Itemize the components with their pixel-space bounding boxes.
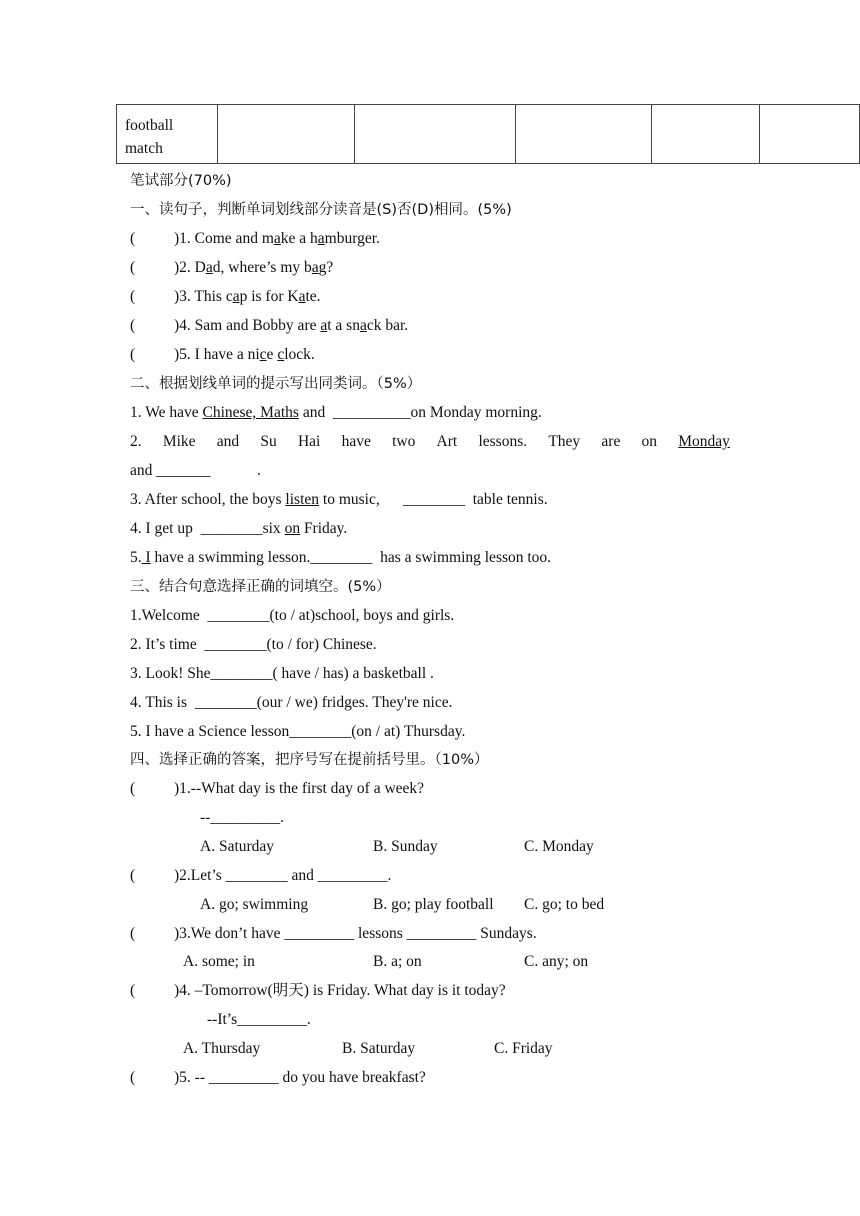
table-cell-empty [218,105,354,164]
word: Mike [162,433,196,450]
s2-question-2-line-2: and _______ . [130,462,261,479]
word: are [601,433,621,450]
s1-question-2: ( )2. Dad, where’s my bag? [130,259,334,276]
s3-question-1: 1.Welcome ________(to / at)school, boys and girls. [130,607,455,624]
word: lessons. [478,433,528,450]
s4-question-5: ( )5. -- _________ do you have breakfast? [130,1069,426,1086]
s4-question-1: ( )1.--What day is the first day of a week? [130,780,425,797]
s2-question-4: 4. I get up ________six on Friday. [130,520,348,537]
table-cell-empty [651,105,760,164]
s2-question-1: 1. We have Chinese, Maths and __________on Monday morning. [130,404,542,421]
s1-question-5: ( )5. I have a nice clock. [130,346,315,363]
table-cell-empty [354,105,516,164]
s4-question-2: ( )2.Let’s ________ and _________. [130,867,392,884]
cell-line: football [125,117,174,134]
s3-question-5: 5. I have a Science lesson________(on / at) Thursday. [130,723,466,740]
s4-q4-option-c: C. Friday [494,1040,553,1057]
s4-q2-option-a: A. go; swimming [200,896,309,913]
word: 2. [130,433,142,450]
s2-question-5: 5. I have a swimming lesson.________ has a swimming lesson too. [130,549,552,566]
s4-q4-blank: --It’s_________. [207,1011,311,1028]
s4-q4-option-b: B. Saturday [342,1040,416,1057]
word: They [548,433,581,450]
table-cell-empty [516,105,651,164]
word: Su [260,433,277,450]
s3-question-2: 2. It’s time ________(to / for) Chinese. [130,636,377,653]
s4-q4-option-a: A. Thursday [183,1040,261,1057]
word-underlined: Monday [678,433,730,450]
table-cell-empty [760,105,860,164]
section-2-title: 二、根据划线单词的提示写出同类词。（5%） [130,376,422,392]
s4-question-4: ( )4. –Tomorrow(明天) is Friday. What day is it today? [130,982,506,999]
s2-question-3: 3. After school, the boys listen to music, ________ table tennis. [130,491,548,508]
s1-question-3: ( )3. This cap is for Kate. [130,288,321,305]
s1-question-4: ( )4. Sam and Bobby are at a snack bar. [130,317,409,334]
word: and [216,433,240,450]
s4-q1-option-b: B. Sunday [373,838,438,855]
written-section-heading: 笔试部分(70%) [130,173,232,189]
word: have [341,433,371,450]
s1-question-1: ( )1. Come and make a hamburger. [130,230,380,247]
s4-q2-option-b: B. go; play football [373,896,494,913]
s4-q3-option-a: A. some; in [183,953,255,970]
word: two [392,433,416,450]
schedule-table [116,104,860,164]
table-cell-activity [117,105,218,164]
s4-q3-option-b: B. a; on [373,953,422,970]
section-3-title: 三、结合句意选择正确的词填空。(5%） [130,579,391,595]
word: on [641,433,658,450]
s4-q1-option-c: C. Monday [524,838,594,855]
word: Art [436,433,458,450]
section-4-title: 四、选择正确的答案，把序号写在提前括号里。（10%） [130,752,489,768]
s4-q2-option-c: C. go; to bed [524,896,605,913]
s3-question-3: 3. Look! She________( have / has) a basketball . [130,665,434,682]
s3-question-4: 4. This is ________(our / we) fridges. They're nice. [130,694,453,711]
s4-q3-option-c: C. any; on [524,953,589,970]
cell-line: match [125,140,163,157]
s4-q1-blank: --_________. [200,809,284,826]
s2-question-2 [130,432,730,452]
s4-q1-option-a: A. Saturday [200,838,275,855]
table-row [117,105,860,164]
s4-question-3: ( )3.We don’t have _________ lessons _________ Sundays. [130,925,537,942]
section-1-title: 一、读句子，判断单词划线部分读音是(S)否(D)相同。(5%) [130,202,512,218]
word: Hai [297,433,321,450]
